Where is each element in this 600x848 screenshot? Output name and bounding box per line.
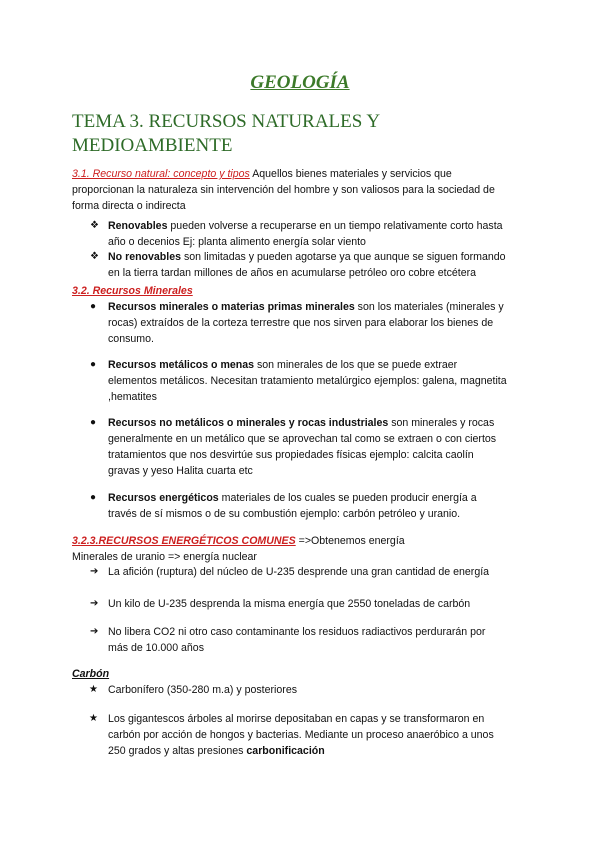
chapter-title xyxy=(72,110,532,158)
section-3-1-text-2: proporcionan la naturaleza sin intervención del hombre y son valiosos para la sociedad de xyxy=(72,184,495,196)
list-item-text: La afición (ruptura) del núcleo de U-235 desprende una gran cantidad de energía xyxy=(108,566,490,578)
list-item-text: materiales de los cuales se pueden producir energía a xyxy=(218,492,477,504)
dot-bullet-icon: ● xyxy=(90,492,97,503)
section-3-1 xyxy=(72,166,542,214)
carbon-heading-text: Carbón xyxy=(72,668,110,680)
chapter-title-line-2: MEDIOAMBIENTE xyxy=(72,135,233,156)
list-item-text: Un kilo de U-235 desprenda la misma energía que 2550 toneladas de carbón xyxy=(108,598,471,610)
diamond-bullet-icon: ❖ xyxy=(90,251,99,262)
list-item-text: en la tierra tardan millones de años en acumularse petróleo oro cobre etcétera xyxy=(108,267,477,279)
list-item xyxy=(108,490,548,522)
dot-bullet-icon: ● xyxy=(90,359,97,370)
arrow-bullet-icon: ➔ xyxy=(90,626,99,637)
list-item-text: 250 grados y altas presiones xyxy=(108,745,247,757)
chapter-title-line-1: TEMA 3. RECURSOS NATURALES Y xyxy=(72,111,381,132)
list-item-text: son minerales de los que se puede extraer xyxy=(254,359,458,371)
list-item-bold: Recursos no metálicos o minerales y rocas industriales xyxy=(108,417,389,429)
section-3-2-heading-text: 3.2. Recursos Minerales xyxy=(72,285,193,297)
list-item-text: consumo. xyxy=(108,333,154,345)
section-3-2-3-after: =>Obtenemos energía xyxy=(295,535,405,547)
list-item-text: año o decenios Ej: planta alimento energía solar viento xyxy=(108,236,366,248)
dot-bullet-icon: ● xyxy=(90,417,97,428)
list-item xyxy=(108,249,548,281)
list-item-text: más de 10.000 años xyxy=(108,642,205,654)
list-item xyxy=(108,415,548,479)
star-bullet-icon: ★ xyxy=(89,713,98,724)
list-item xyxy=(108,357,548,405)
section-3-1-text-3: forma directa o indirecta xyxy=(72,200,186,212)
list-item-text: través de sí mismos o de su combustión ejemplo: carbón petróleo y uranio. xyxy=(108,508,461,520)
list-item xyxy=(108,711,548,759)
list-item xyxy=(108,682,548,698)
list-item-bold: Renovables xyxy=(108,220,168,232)
star-bullet-icon: ★ xyxy=(89,684,98,695)
section-3-2-3 xyxy=(72,533,552,565)
list-item-bold: Recursos energéticos xyxy=(108,492,219,504)
list-item-text: pueden volverse a recuperarse en un tiempo relativamente corto hasta xyxy=(167,220,503,232)
dot-bullet-icon: ● xyxy=(90,301,97,312)
list-item-text: son los materiales (minerales y xyxy=(354,301,504,313)
list-item-text: gravas y yeso Halita cuarta etc xyxy=(108,465,253,477)
list-item-text: tratamientos que nos desvirtúe sus propiedades físicas ejemplo: calcita caolín xyxy=(108,449,474,461)
list-item xyxy=(108,299,548,347)
section-3-1-text-1: Aquellos bienes materiales y servicios que xyxy=(249,168,452,180)
list-item-text: son limitadas y pueden agotarse ya que aunque se siguen formando xyxy=(181,251,506,263)
list-item-text: Los gigantescos árboles al morirse depositaban en capas y se transformaron en xyxy=(108,713,485,725)
list-item-text: ,hematites xyxy=(108,391,157,403)
list-item-text: carbón por acción de hongos y bacterias. Mediante un proceso anaeróbico a unos xyxy=(108,729,494,741)
diamond-bullet-icon: ❖ xyxy=(90,220,99,231)
list-item-text: rocas) extraídos de la corteza terrestre que nos sirven para elaborar los bienes de xyxy=(108,317,494,329)
list-item xyxy=(108,218,548,250)
section-3-2-heading xyxy=(72,283,193,299)
list-item-bold: carbonificación xyxy=(246,745,325,757)
carbon-heading xyxy=(72,666,109,682)
list-item-bold: Recursos minerales o materias primas minerales xyxy=(108,301,355,313)
list-item-text: elementos metálicos. Necesitan tratamiento metalúrgico ejemplos: galena, magnetita xyxy=(108,375,507,387)
arrow-bullet-icon: ➔ xyxy=(90,566,99,577)
section-3-1-line-1 xyxy=(72,166,542,182)
list-item xyxy=(108,564,548,580)
list-item-text: generalmente en un metálico que se aprovechan tal como se extraen o con ciertos xyxy=(108,433,497,445)
list-item xyxy=(108,624,548,656)
document-title: GEOLOGÍA xyxy=(250,72,350,93)
list-item-text: No libera CO2 ni otro caso contaminante los residuos radiactivos perdurarán por xyxy=(108,626,486,638)
section-3-2-3-heading: 3.2.3.RECURSOS ENERGÉTICOS COMUNES xyxy=(72,535,296,547)
list-item-text: Carbonífero (350-280 m.a) y posteriores xyxy=(108,684,298,696)
section-3-2-3-line-2: Minerales de uranio => energía nuclear xyxy=(72,551,257,563)
list-item-bold: Recursos metálicos o menas xyxy=(108,359,255,371)
list-item-bold: No renovables xyxy=(108,251,182,263)
list-item-text: son minerales y rocas xyxy=(388,417,495,429)
arrow-bullet-icon: ➔ xyxy=(90,598,99,609)
section-3-1-heading: 3.1. Recurso natural: concepto y tipos xyxy=(72,168,250,180)
list-item xyxy=(108,596,548,612)
